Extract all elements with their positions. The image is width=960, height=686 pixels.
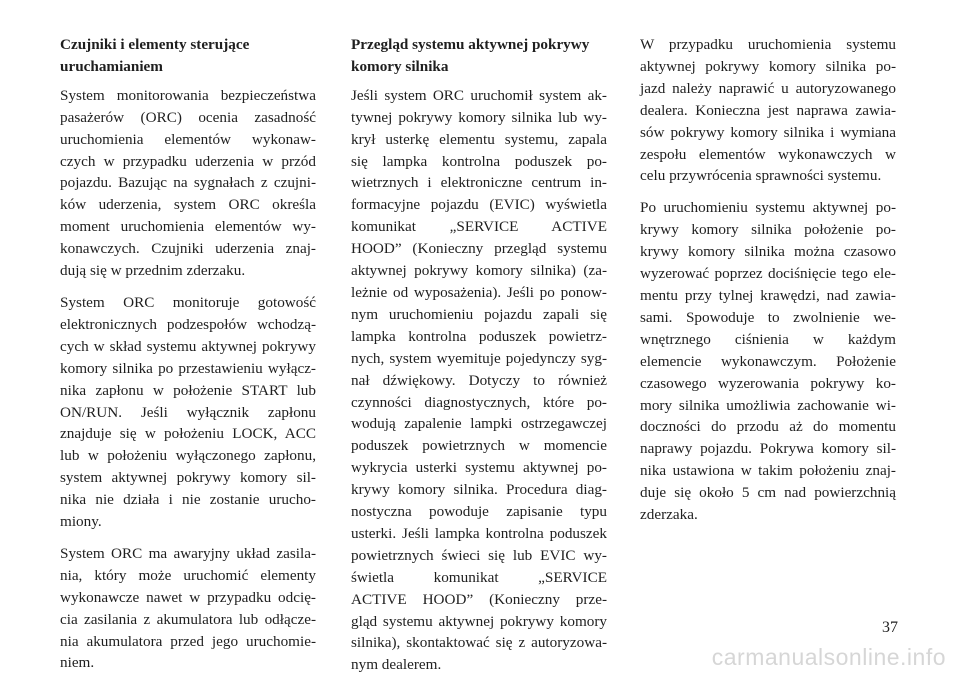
text-line: krył usterkę elementu systemu, zapala bbox=[351, 130, 607, 148]
text-line: tywnej pokrywy komory silnika lub wy- bbox=[351, 108, 607, 126]
text-line: uruchomienia elementów wykonaw- bbox=[60, 130, 316, 148]
page-number: 37 bbox=[882, 619, 898, 636]
paragraph bbox=[60, 543, 316, 674]
text-line: nika zapłonu w położenie START lub bbox=[60, 381, 316, 399]
text-line: usterki. Jeśli lampka kontrolna poduszek bbox=[351, 524, 607, 542]
text-line: celu przywrócenia sprawności systemu. bbox=[640, 167, 882, 185]
section-heading-system-service bbox=[351, 34, 607, 78]
text-line: zespołu elementów wykonawczych w bbox=[640, 145, 896, 163]
text-line: doczności do przodu aż do momentu bbox=[640, 418, 896, 436]
text-line: wykrycia usterki systemu aktywnej po- bbox=[351, 459, 607, 477]
text-line: niem. bbox=[60, 654, 95, 672]
text-line: jazd należy naprawić u autoryzowanego bbox=[640, 79, 896, 97]
text-line: dealera. Konieczna jest naprawa zawia- bbox=[640, 101, 896, 119]
text-line: znajduje się w położeniu LOCK, ACC bbox=[60, 425, 316, 443]
text-line: powietrznych świeci się lub EVIC wy- bbox=[351, 546, 607, 564]
text-line: pasażerów (ORC) ocenia zasadność bbox=[60, 108, 316, 126]
text-line: krywy komory silnika położenie po- bbox=[640, 221, 896, 239]
text-line: krywy komory silnika. Procedura diag- bbox=[351, 481, 607, 499]
text-line: system aktywnej pokrywy komory sil- bbox=[60, 469, 316, 487]
text-line: duje się około 5 cm nad powierzchnią bbox=[640, 484, 896, 502]
text-column-left bbox=[60, 34, 316, 684]
heading-line: Przegląd systemu aktywnej pokrywy bbox=[351, 36, 590, 53]
text-line: naprawy pojazdu. Pokrywa komory sil- bbox=[640, 440, 896, 458]
text-line: elektronicznych podzespołów wchodzą- bbox=[60, 315, 316, 333]
text-line: nym dealerem. bbox=[351, 656, 442, 674]
text-line: sami. Spowoduje to zwolnienie we- bbox=[640, 308, 896, 326]
text-line: aktywnej pokrywy komory silnika po- bbox=[640, 57, 896, 75]
paragraph bbox=[60, 292, 316, 533]
text-line: wietrznych i elektroniczne centrum in- bbox=[351, 174, 607, 192]
text-line: mentu przy tylnej krawędzi, nad zawia- bbox=[640, 286, 896, 304]
text-line: wnętrznego ciśnienia w każdym bbox=[640, 330, 896, 348]
text-line: nał dźwiękowy. Dotyczy to również bbox=[351, 371, 607, 389]
text-line: czynności diagnostycznych, które po- bbox=[351, 393, 607, 411]
paragraph bbox=[60, 85, 316, 282]
text-line: aktywnej pokrywy komory silnika) (za- bbox=[351, 262, 607, 280]
watermark: carmanualsonline.info bbox=[711, 644, 946, 670]
text-line: gląd systemu aktywnej pokrywy komory bbox=[351, 612, 607, 630]
text-line: ACTIVE HOOD” (Konieczny prze- bbox=[351, 590, 607, 608]
text-line: mory silnika umożliwia zachowanie wi- bbox=[640, 396, 896, 414]
text-line: wodują zapalenie lampki ostrzegawczej bbox=[351, 415, 607, 433]
text-line: się lampka kontrolna poduszek po- bbox=[351, 152, 607, 170]
text-line: nika ustawiona w takim położeniu znaj- bbox=[640, 462, 896, 480]
paragraph bbox=[640, 34, 896, 187]
text-line: poduszek powietrznych w momencie bbox=[351, 437, 607, 455]
text-line: formacyjne pojazdu (EVIC) wyświetla bbox=[351, 196, 607, 214]
text-line: konawczych. Czujniki uderzenia znaj- bbox=[60, 240, 316, 258]
text-line: silnika), skontaktować się z autoryzowa- bbox=[351, 634, 607, 652]
text-line: moment uruchomienia elementów wy- bbox=[60, 218, 316, 236]
text-line: krywy komory silnika można czasowo bbox=[640, 243, 896, 261]
text-line: komunikat „SERVICE ACTIVE bbox=[351, 218, 607, 236]
text-line: wyzerować poprzez dociśnięcie tego ele- bbox=[640, 265, 896, 283]
text-line: komory silnika po przestawieniu wyłącz- bbox=[60, 359, 316, 377]
text-line: cych w skład systemu aktywnej pokrywy bbox=[60, 337, 316, 355]
paragraph bbox=[640, 197, 896, 526]
text-line: cia zasilania z akumulatora lub odłącze- bbox=[60, 610, 316, 628]
text-line: lub w położeniu wyłączonego zapłonu, bbox=[60, 447, 316, 465]
text-line: System ORC ma awaryjny układ zasila- bbox=[60, 544, 316, 562]
section-heading-sensors bbox=[60, 34, 316, 78]
text-line: wykonawcze nawet w przypadku odcię- bbox=[60, 588, 316, 606]
text-line: zderzaka. bbox=[640, 506, 698, 524]
heading-line: uruchamianiem bbox=[60, 57, 163, 75]
text-line: nostyczna powoduje zapisanie typu bbox=[351, 503, 607, 521]
text-line: nym uruchomieniu pojazdu zapali się bbox=[351, 305, 607, 323]
text-line: sów pokrywy komory silnika i wymiana bbox=[640, 123, 896, 141]
text-line: czasowego wyzerowania pokrywy ko- bbox=[640, 374, 896, 392]
text-line: Jeśli system ORC uruchomił system ak- bbox=[351, 86, 607, 104]
text-line: System monitorowania bezpieczeństwa bbox=[60, 86, 316, 104]
text-line: ków uderzenia, system ORC określa bbox=[60, 196, 316, 214]
text-line: leżnie od wyposażenia). Jeśli po ponow- bbox=[351, 283, 607, 301]
text-line: System ORC monitoruje gotowość bbox=[60, 293, 316, 311]
text-line: ON/RUN. Jeśli wyłącznik zapłonu bbox=[60, 403, 316, 421]
text-line: W przypadku uruchomienia systemu bbox=[640, 36, 896, 53]
text-line: nika nie działa i nie zostanie urucho- bbox=[60, 491, 316, 509]
text-line: nych, system wyemituje pojedynczy syg- bbox=[351, 349, 607, 367]
text-column-right bbox=[640, 34, 896, 536]
text-line: pojazdu. Bazując na sygnałach z czujni- bbox=[60, 174, 316, 192]
text-line: HOOD” (Konieczny przegląd systemu bbox=[351, 240, 607, 258]
text-column-middle bbox=[351, 34, 607, 686]
heading-line: komory silnika bbox=[351, 57, 449, 75]
heading-line: Czujniki i elementy sterujące bbox=[60, 36, 250, 53]
paragraph bbox=[351, 85, 607, 676]
text-line: nia akumulatora przed jego uruchomie- bbox=[60, 632, 316, 650]
text-line: miony. bbox=[60, 513, 102, 531]
text-line: nia, który może uruchomić elementy bbox=[60, 566, 316, 584]
text-line: dują się w przednim zderzaku. bbox=[60, 262, 246, 280]
text-line: elemencie wykonawczym. Położenie bbox=[640, 352, 896, 370]
text-line: lampka kontrolna poduszek powietrz- bbox=[351, 327, 607, 345]
text-line: czych w przypadku uderzenia w przód bbox=[60, 152, 316, 170]
text-line: świetla komunikat „SERVICE bbox=[351, 568, 607, 586]
text-line: Po uruchomieniu systemu aktywnej po- bbox=[640, 199, 896, 217]
